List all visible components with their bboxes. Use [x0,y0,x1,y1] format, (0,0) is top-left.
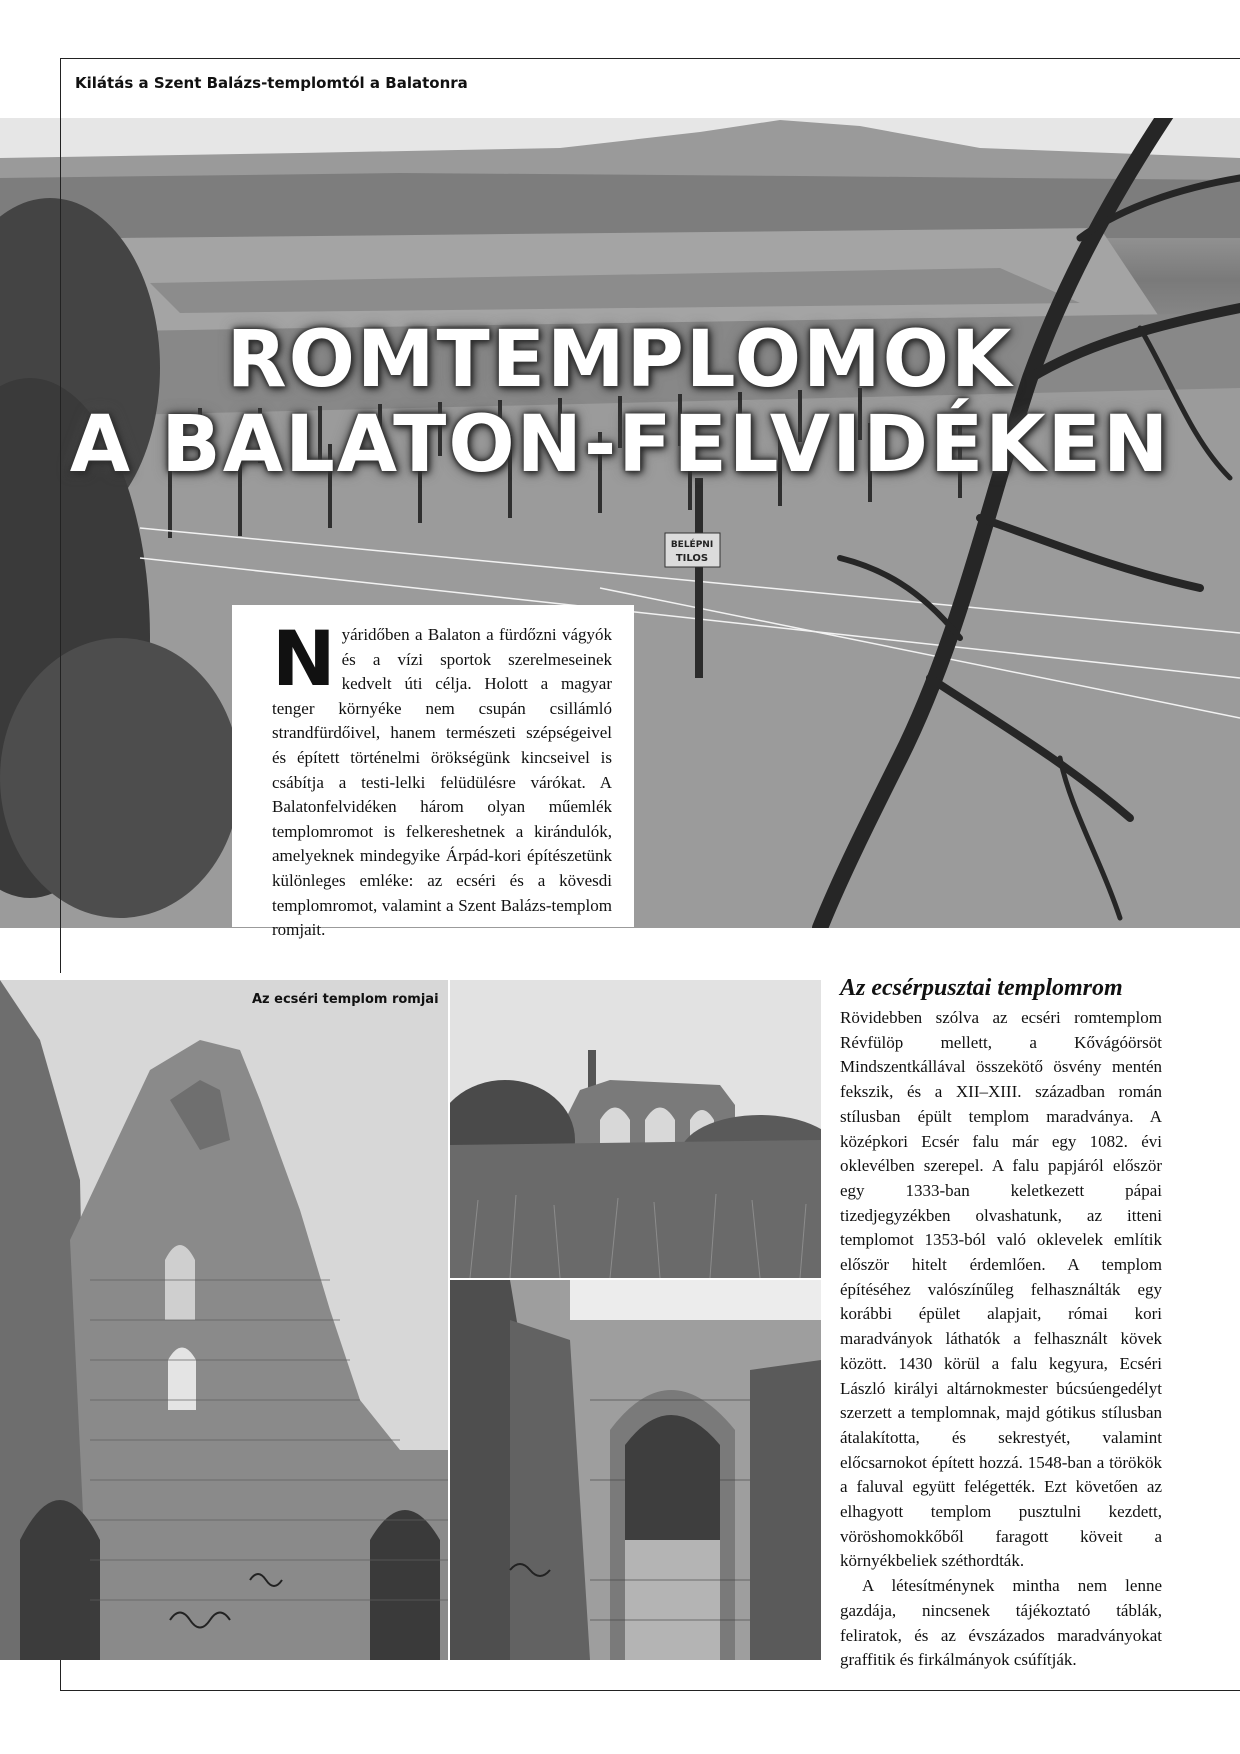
frame-top-rule [60,58,1240,59]
sign-line1: BELÉPNI [670,540,714,550]
frame-bottom-rule [60,1690,1240,1691]
article-paragraph-2: A létesítménynek mintha nem lenne gazdája, nincsenek tájékoztató táblák, feliratok, és az évszázados maradványokat graffitik és firkálmányok csúfítják. [840,1576,1162,1670]
church-ruin-illustration [0,980,448,1660]
headline-line2: A BALATON-FELVIDÉKEN [69,400,1171,490]
article-column [840,975,1162,1673]
ruin-on-hill-illustration [450,980,821,1278]
drop-cap: N [272,614,336,703]
sign-line2: TILOS [675,553,709,564]
ruin-interior-illustration [450,1280,821,1660]
hero-caption: Kilátás a Szent Balázs-templomtól a Balatonra [75,74,468,92]
frame-left-rule-lower [60,1660,61,1690]
frame-left-rule [60,58,61,973]
ruin-photo-large [0,980,448,1660]
ruin-photo-interior [450,1280,821,1660]
article-heading: Az ecsérpusztai templomrom [840,975,1123,1001]
ruin-photo-caption: Az ecséri templom romjai [252,992,439,1007]
article-paragraph-1: Rövidebben szólva az ecséri romtemplom Révfülöp mellett, a Kővágóörsöt Mindszentkállával összekötő ösvény mentén fekszik, és a XII–XIII. században román stílusban épült templom maradványa. A középkori Ecsér falu már egy 1082. évi oklevélben szerepel. A falu papjáról először egy 1333-ban keletkezett pápai tizedjegyzékben olvashatunk, az itteni templomot 1353-ból való oklevelek említik először hitelt érdemlően. A templom építéséhez valószínűleg felhasználták egy korábbi épület alapjait, római kori maradványok láthatók a felhasznált kövek között. 1430 körül a falu kegyura, Ecséri László királyi altárnokmester búcsúengedélyt szerzett a templomnak, majd gótikus stílusban átalakította, és sekrestyét, valamint előcsarnokot épített hozzá. 1548-ban a törökök a faluval együtt felégették. Ezt követően az elhagyott templom pusztulni kezdett, vöröshomokkőből faragott köveit a környékbeliek széthordták. [840,1008,1162,1571]
headline-line1: ROMTEMPLOMOK [226,315,1014,405]
intro-text: yáridőben a Balaton a fürdőzni vágyók és a vízi sportok szerelmeseinek kedvelt úti célja. Holott a magyar tenger környéke nem csupán csillámló strandfürdőivel, hanem természeti szépségeivel és épített történelmi örökségünk kincseivel is csábítja a testi-lelki felüdülésre várókat. A Balatonfelvidéken három olyan műemlék templomromot is felkereshetnek a kirándulók, amelyeknek mindegyike Árpád-kori építészetünk különleges emléke: az ecséri és a kövesdi templomromot, valamint a Szent Balázs-templom romjait. [272,625,612,940]
ruin-photo-distant [450,980,821,1278]
intro-box [232,605,634,940]
intro-paragraph [272,614,612,943]
